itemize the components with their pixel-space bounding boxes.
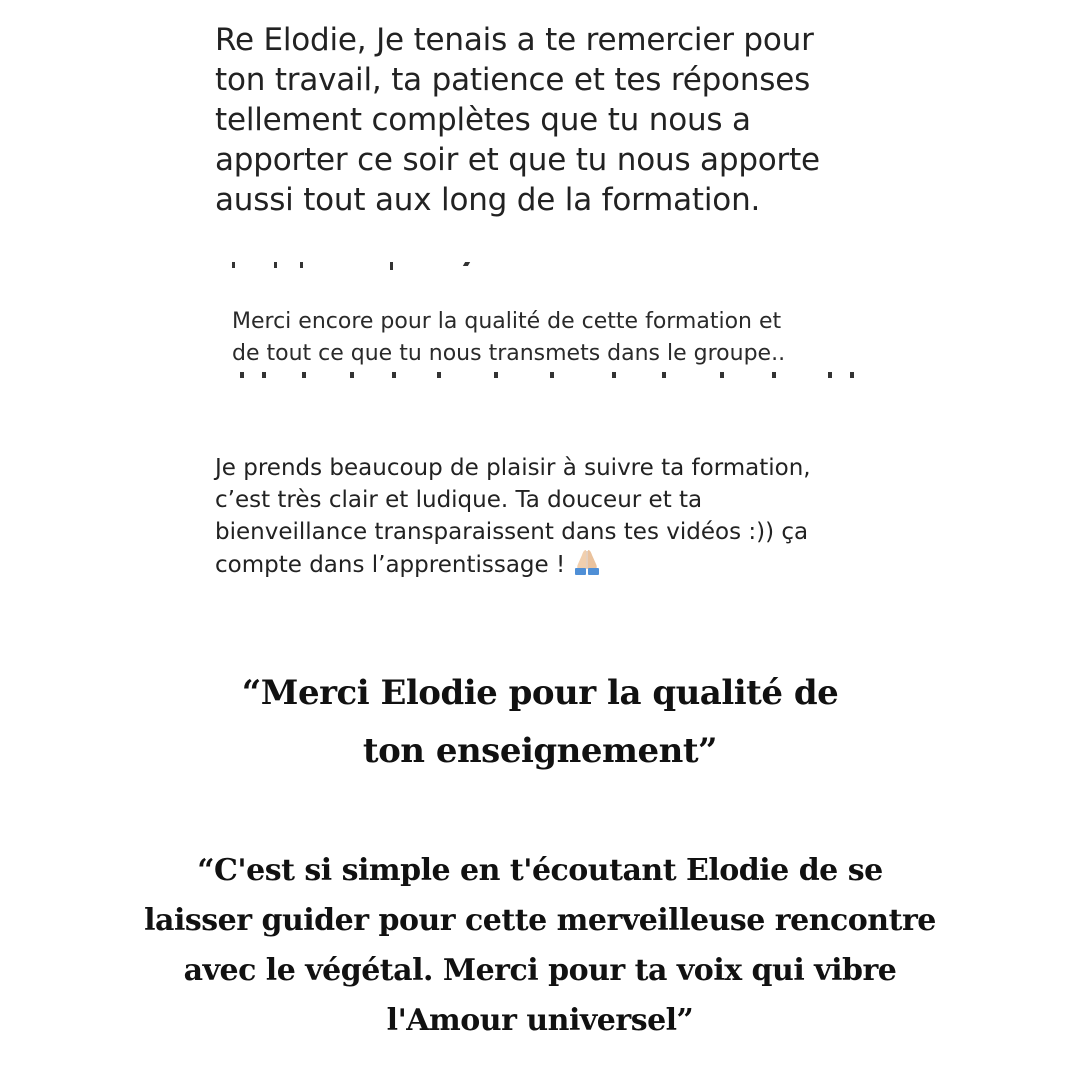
cropped-text-fragment-top <box>232 262 492 274</box>
testimonial-message-1: Re Elodie, Je tenais a te remercier pour ton travail, ta patience et tes réponses tellement complètes que tu nous a apporter ce soir et que tu nous apporte aussi tout aux long de la formation. <box>215 22 820 218</box>
testimonial-snippet-2 <box>232 306 872 378</box>
quote-2-text: “C'est si simple en t'écoutant Elodie de se laisser guider pour cette merveilleuse rencontre avec le végétal. Merci pour ta voix qui vibre l'Amour universel” <box>144 853 936 1038</box>
testimonial-message-2: Merci encore pour la qualité de cette formation et de tout ce que tu nous transmets dans le groupe.. <box>232 309 786 366</box>
quote-1 <box>0 664 1080 780</box>
cropped-text-fragment-bottom <box>232 372 872 378</box>
quote-1-text: “Merci Elodie pour la qualité de ton enseignement” <box>241 673 839 771</box>
quote-2 <box>0 846 1080 1046</box>
testimonial-message-3 <box>215 452 895 585</box>
testimonial-message-3-text: Je prends beaucoup de plaisir à suivre ta formation, c’est très clair et ludique. Ta douceur et ta bienveillance transparaissent dans tes vidéos :)) ça compte dans l’apprentissage ! <box>215 455 811 578</box>
folded-hands-icon <box>571 548 603 585</box>
